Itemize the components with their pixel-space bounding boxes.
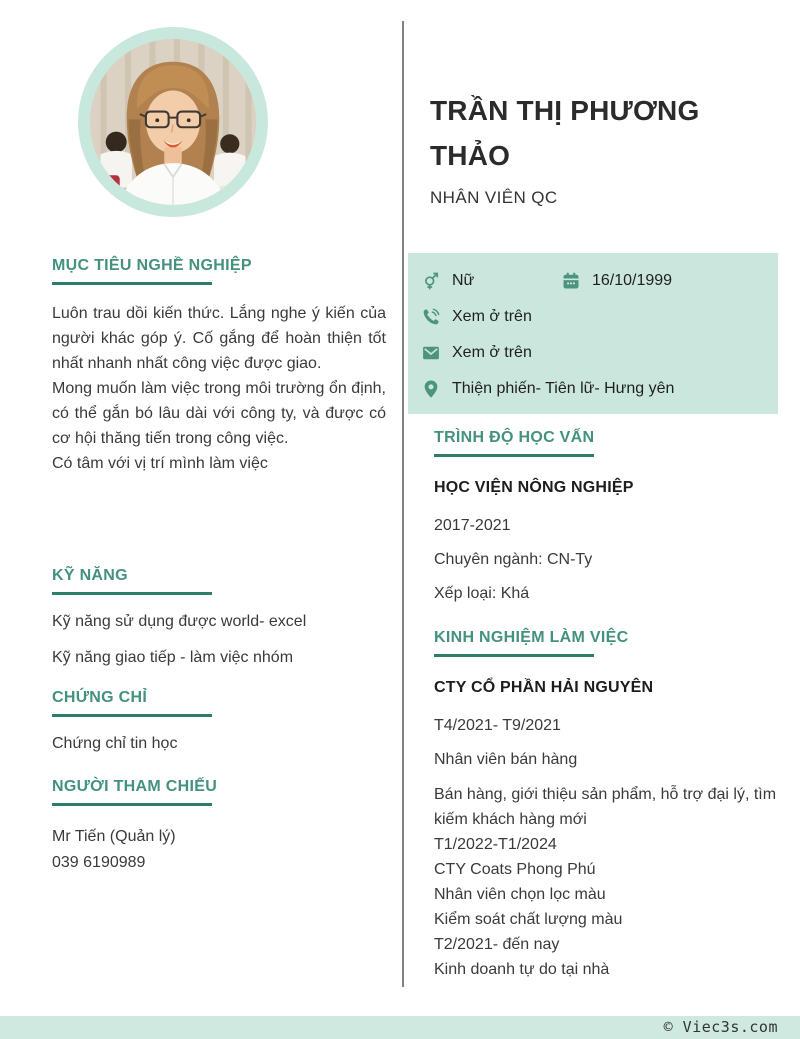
experience-detail-line: T2/2021- đến nay bbox=[434, 936, 560, 953]
gender-icon bbox=[420, 270, 442, 292]
education-school: HỌC VIỆN NÔNG NGHIỆP bbox=[434, 479, 634, 496]
location-pin-icon bbox=[420, 378, 442, 400]
experience-detail-line: CTY Coats Phong Phú bbox=[434, 861, 596, 878]
candidate-name: TRẦN THỊ PHƯƠNG THẢO bbox=[430, 95, 700, 171]
section-certificates bbox=[52, 688, 386, 753]
info-gender bbox=[420, 270, 560, 292]
experience-details bbox=[434, 782, 778, 982]
objective-paragraph: Luôn trau dồi kiến thức. Lắng nghe ý kiến của người khác góp ý. Cố gắng để hoàn thiện tốt nhất nhanh nhất công việc được giao. bbox=[52, 305, 386, 372]
gender-value: Nữ bbox=[452, 272, 475, 289]
info-row-address bbox=[420, 371, 778, 407]
info-row-phone bbox=[420, 299, 778, 335]
experience-detail-line: Kinh doanh tự do tại nhà bbox=[434, 961, 610, 978]
calendar-icon bbox=[560, 270, 582, 292]
objective-paragraph: Có tâm với vị trí mình làm việc bbox=[52, 455, 268, 472]
footer-bar bbox=[0, 1016, 800, 1039]
heading-underline bbox=[52, 714, 212, 717]
experience-heading: KINH NGHIỆM LÀM VIỆC bbox=[434, 629, 629, 646]
birthdate-value: 16/10/1999 bbox=[592, 272, 673, 289]
info-phone bbox=[420, 306, 532, 328]
reference-name: Mr Tiến (Quản lý) bbox=[52, 828, 176, 845]
info-birthdate bbox=[560, 270, 672, 292]
column-divider bbox=[402, 21, 404, 987]
candidate-job-title: NHÂN VIÊN QC bbox=[430, 188, 558, 207]
experience-detail-line: Bán hàng, giới thiệu sản phẩm, hỗ trợ đại lý, tìm kiếm khách hàng mới bbox=[434, 786, 777, 828]
heading-underline bbox=[52, 592, 212, 595]
info-row-email bbox=[420, 335, 778, 371]
experience-role: Nhân viên bán hàng bbox=[434, 751, 578, 768]
heading-underline bbox=[434, 454, 594, 457]
email-icon bbox=[420, 342, 442, 364]
skill-item: Kỹ năng sử dụng được world- excel bbox=[52, 613, 307, 630]
experience-detail-line: Nhân viên chọn lọc màu bbox=[434, 886, 606, 903]
experience-detail-line: T1/2022-T1/2024 bbox=[434, 836, 557, 853]
skills-heading: KỸ NĂNG bbox=[52, 567, 128, 584]
objective-paragraph: Mong muốn làm việc trong môi trường ổn định, có thể gắn bó lâu dài với công ty, và được có cơ hội thăng tiến trong công việc. bbox=[52, 380, 386, 447]
experience-detail-line: Kiểm soát chất lượng màu bbox=[434, 911, 623, 928]
info-email bbox=[420, 342, 532, 364]
heading-underline bbox=[52, 282, 212, 285]
profile-photo bbox=[78, 27, 268, 217]
reference-phone: 039 6190989 bbox=[52, 854, 146, 871]
education-heading: TRÌNH ĐỘ HỌC VẤN bbox=[434, 429, 595, 446]
certificates-heading: CHỨNG CHỈ bbox=[52, 689, 148, 706]
site-credit: © Viec3s.com bbox=[663, 1018, 778, 1036]
section-references bbox=[52, 777, 386, 876]
education-grade: Xếp loại: Khá bbox=[434, 585, 530, 602]
experience-period: T4/2021- T9/2021 bbox=[434, 717, 561, 734]
info-row-gender-dob bbox=[420, 263, 778, 299]
objective-heading: MỤC TIÊU NGHỀ NGHIỆP bbox=[52, 257, 252, 274]
personal-info-panel bbox=[408, 253, 778, 414]
section-objective bbox=[52, 256, 386, 476]
email-value: Xem ở trên bbox=[452, 344, 532, 361]
phone-icon bbox=[420, 306, 442, 328]
address-value: Thiện phiến- Tiên lữ- Hưng yên bbox=[452, 380, 675, 397]
section-education bbox=[434, 428, 778, 603]
heading-underline bbox=[434, 654, 594, 657]
info-address bbox=[420, 378, 674, 400]
education-years: 2017-2021 bbox=[434, 517, 511, 534]
header-name-block bbox=[430, 88, 762, 208]
phone-value: Xem ở trên bbox=[452, 308, 532, 325]
profile-photo-illustration bbox=[90, 39, 256, 205]
skill-item: Kỹ năng giao tiếp - làm việc nhóm bbox=[52, 649, 294, 666]
education-major: Chuyên ngành: CN-Ty bbox=[434, 551, 593, 568]
section-experience bbox=[434, 628, 778, 982]
heading-underline bbox=[52, 803, 212, 806]
certificate-item: Chứng chỉ tin học bbox=[52, 735, 178, 752]
experience-company: CTY CỔ PHẦN HẢI NGUYÊN bbox=[434, 679, 654, 696]
references-heading: NGƯỜI THAM CHIẾU bbox=[52, 778, 218, 795]
section-skills bbox=[52, 566, 386, 667]
